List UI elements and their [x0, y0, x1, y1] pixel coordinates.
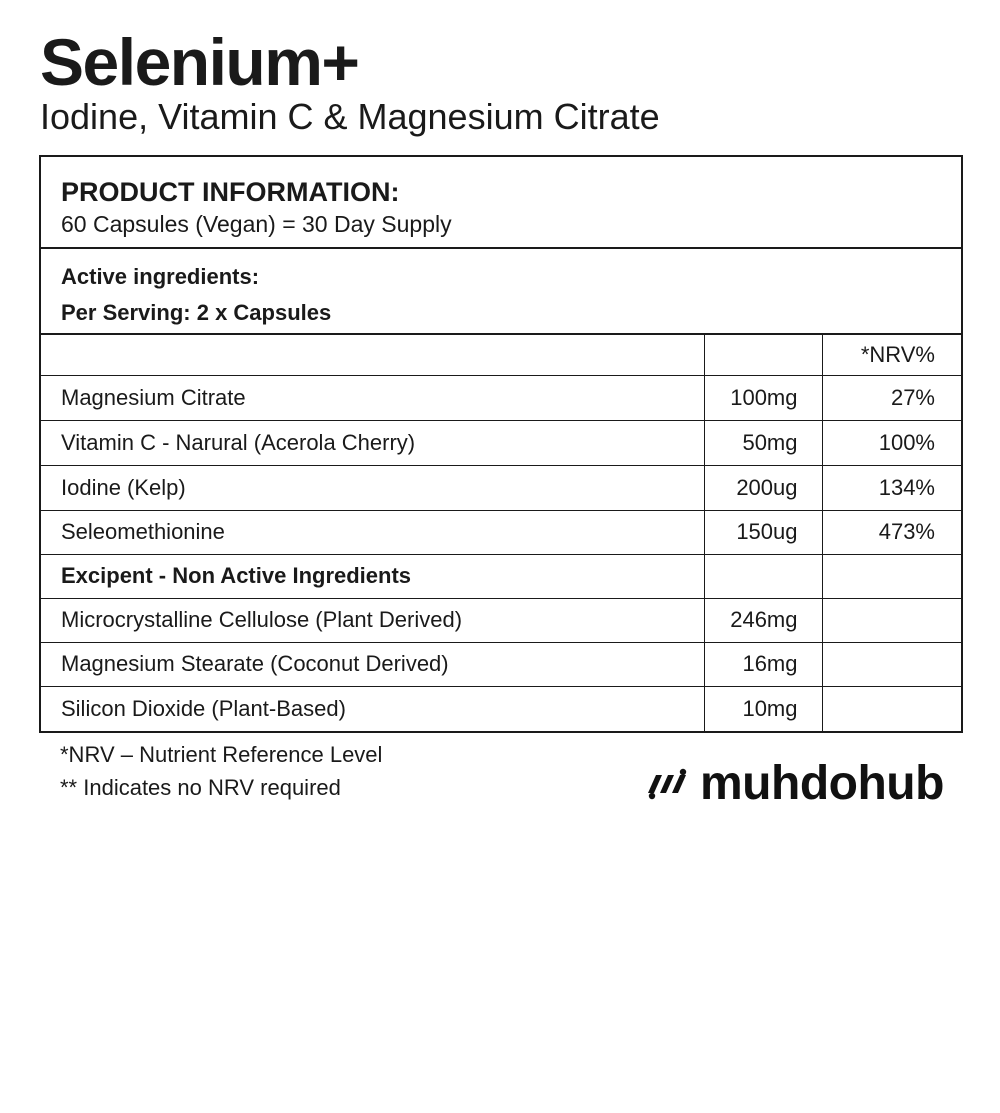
excipient-nrv-cell [822, 642, 961, 686]
ingredient-name: Magnesium Citrate [41, 375, 704, 420]
table-row [41, 598, 961, 642]
header-nrv-cell: *NRV% [822, 335, 961, 375]
ingredient-amount: 50mg [704, 420, 822, 465]
table-header-row [41, 335, 961, 375]
excipient-heading-nrv-cell [822, 554, 961, 598]
ingredient-nrv: 100% [822, 420, 961, 465]
excipient-heading-amount-cell [704, 554, 822, 598]
ingredient-amount: 200ug [704, 465, 822, 510]
ingredient-amount: 150ug [704, 510, 822, 554]
table-row [41, 686, 961, 731]
ingredient-name: Seleomethionine [41, 510, 704, 554]
excipient-heading: Excipent - Non Active Ingredients [41, 554, 704, 598]
muhdohub-logo [646, 756, 944, 812]
table-row [41, 465, 961, 510]
brand-name: muhdohub [700, 757, 944, 810]
excipient-amount: 10mg [704, 686, 822, 731]
muhdo-mark-icon [646, 767, 690, 801]
product-title: Selenium+ [40, 25, 359, 99]
header-amount-cell [704, 335, 822, 375]
nrv-footnote: *NRV – Nutrient Reference Level [60, 742, 383, 767]
supplement-facts-panel [39, 155, 963, 733]
no-nrv-footnote: ** Indicates no NRV required [60, 775, 341, 800]
ingredient-amount: 100mg [704, 375, 822, 420]
capsule-supply-text: 60 Capsules (Vegan) = 30 Day Supply [61, 211, 452, 237]
table-row [41, 510, 961, 554]
product-information-block [41, 157, 961, 249]
product-information-heading: PRODUCT INFORMATION: [61, 177, 400, 207]
footnotes [60, 738, 382, 804]
table-row [41, 420, 961, 465]
header-name-cell [41, 335, 704, 375]
ingredient-nrv: 134% [822, 465, 961, 510]
excipient-heading-row [41, 554, 961, 598]
ingredient-nrv: 27% [822, 375, 961, 420]
ingredients-table [41, 335, 961, 731]
excipient-name: Silicon Dioxide (Plant-Based) [41, 686, 704, 731]
per-serving-label: Per Serving: 2 x Capsules [61, 300, 332, 325]
excipient-nrv-cell [822, 686, 961, 731]
excipient-name: Magnesium Stearate (Coconut Derived) [41, 642, 704, 686]
product-subtitle: Iodine, Vitamin C & Magnesium Citrate [40, 96, 660, 137]
table-row [41, 642, 961, 686]
excipient-amount: 246mg [704, 598, 822, 642]
ingredient-nrv: 473% [822, 510, 961, 554]
ingredient-name: Iodine (Kelp) [41, 465, 704, 510]
ingredient-name: Vitamin C - Narural (Acerola Cherry) [41, 420, 704, 465]
excipient-name: Microcrystalline Cellulose (Plant Derived) [41, 598, 704, 642]
active-ingredients-block [41, 249, 961, 335]
table-row [41, 375, 961, 420]
excipient-nrv-cell [822, 598, 961, 642]
active-ingredients-label: Active ingredients: [61, 264, 260, 289]
excipient-amount: 16mg [704, 642, 822, 686]
